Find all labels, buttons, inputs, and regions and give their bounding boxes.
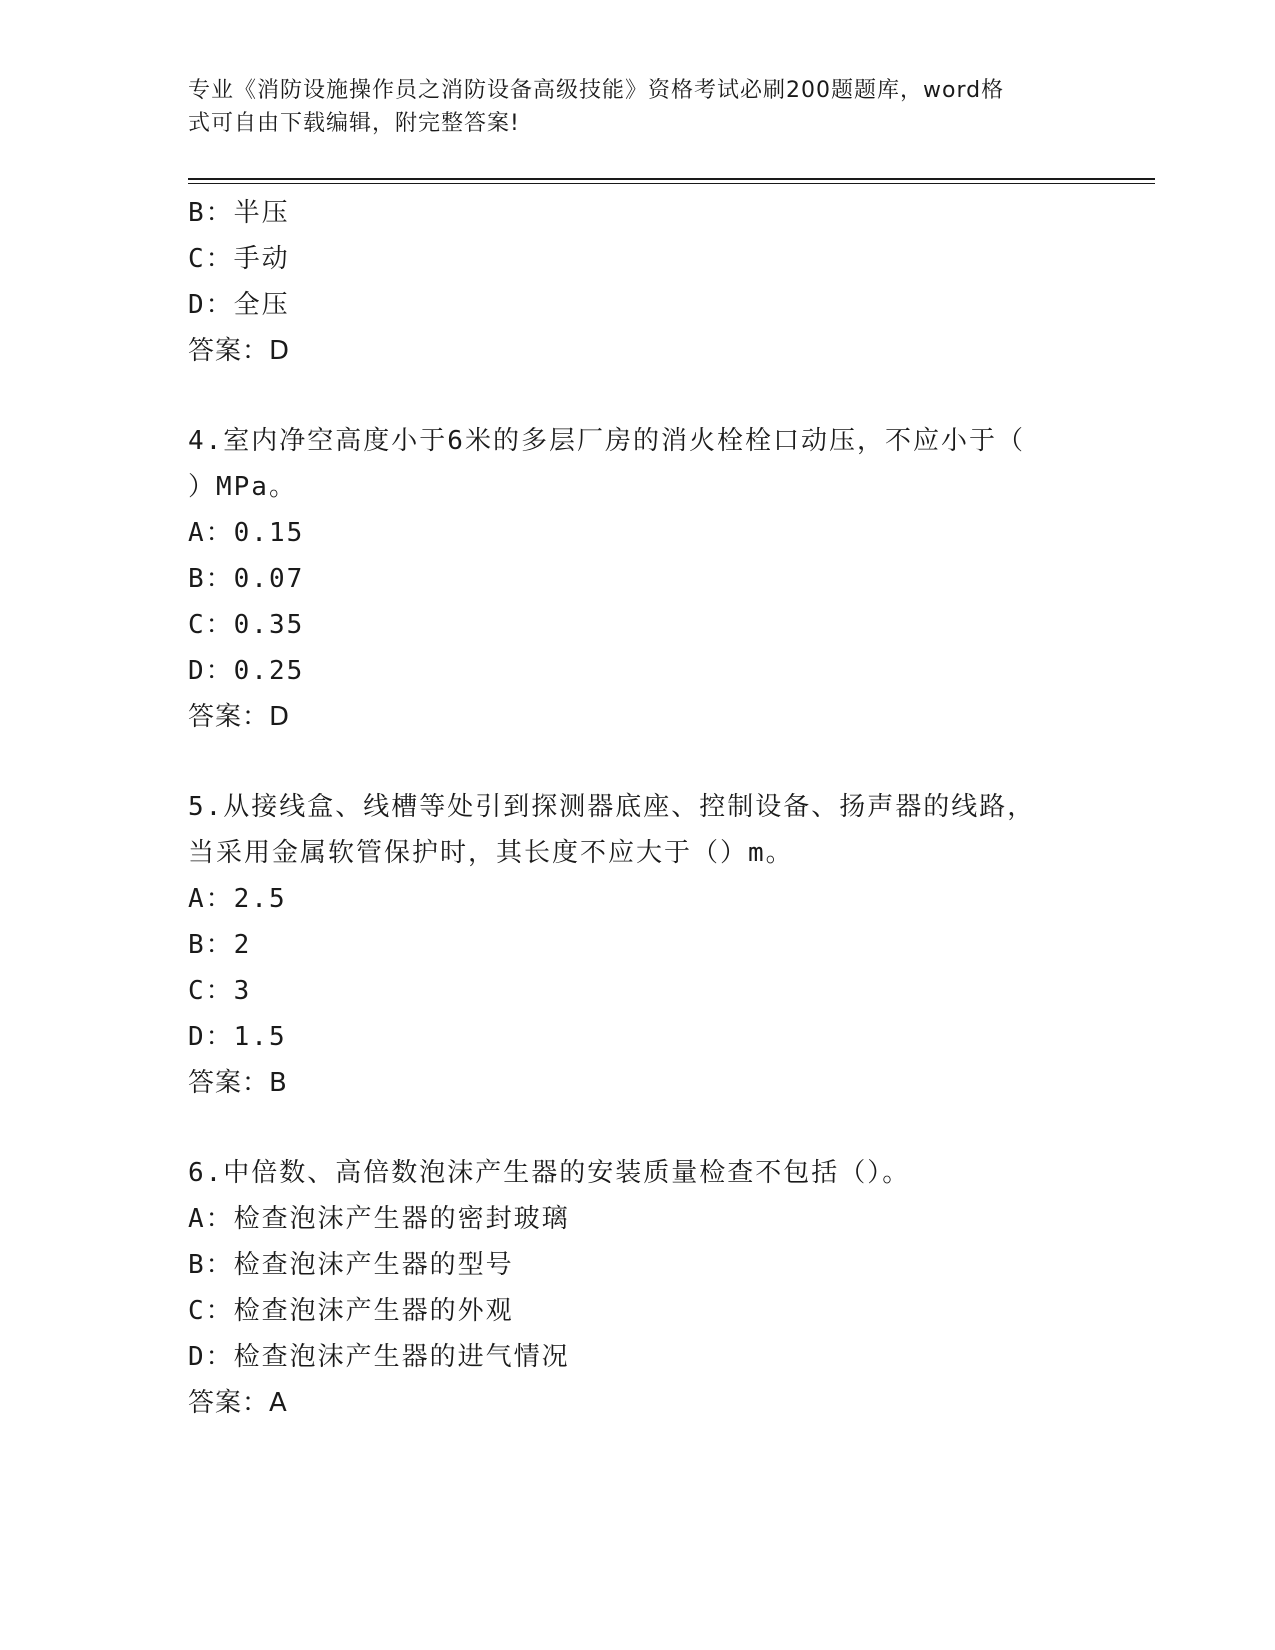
question-stem: 6.中倍数、高倍数泡沫产生器的安装质量检查不包括（）。 (188, 1158, 911, 1188)
option-a: A：检查泡沫产生器的密封玻璃 (188, 1204, 570, 1234)
option-a: A：0.15 (188, 518, 305, 548)
option-b: B：检查泡沫产生器的型号 (188, 1250, 514, 1280)
option-d: D：0.25 (188, 656, 305, 686)
option-d: D：全压 (188, 290, 290, 320)
question-list (188, 190, 1088, 1426)
header-line-1: 专业《消防设施操作员之消防设备高级技能》资格考试必刷200题题库，word格 (188, 78, 1005, 103)
answer-line: 答案：D (188, 702, 291, 732)
option-a: A：2.5 (188, 884, 287, 914)
page-header (188, 74, 1088, 140)
header-line-2: 式可自由下载编辑，附完整答案! (188, 111, 520, 136)
answer-line: 答案：A (188, 1388, 288, 1418)
option-b: B：0.07 (188, 564, 305, 594)
question-block-4 (188, 418, 1088, 740)
question-stem: 5.从接线盒、线槽等处引到探测器底座、控制设备、扬声器的线路， (188, 792, 1036, 822)
question-stem-continued: ）MPa。 (188, 472, 297, 502)
question-stem: 4.室内净空高度小于6米的多层厂房的消火栓栓口动压，不应小于（ (188, 426, 1025, 456)
option-c: C：检查泡沫产生器的外观 (188, 1296, 514, 1326)
question-stem-continued: 当采用金属软管保护时，其长度不应大于（）m。 (188, 838, 794, 868)
header-divider-thin (188, 183, 1155, 184)
option-c: C：手动 (188, 244, 290, 274)
option-b: B：半压 (188, 198, 290, 228)
question-block-3 (188, 190, 1088, 374)
question-block-6 (188, 1150, 1088, 1426)
option-d: D：1.5 (188, 1022, 287, 1052)
option-c: C：3 (188, 976, 252, 1006)
question-block-5 (188, 784, 1088, 1106)
header-divider-thick (188, 178, 1155, 180)
answer-line: 答案：B (188, 1068, 288, 1098)
option-c: C：0.35 (188, 610, 305, 640)
option-d: D：检查泡沫产生器的进气情况 (188, 1342, 570, 1372)
answer-line: 答案：D (188, 336, 291, 366)
option-b: B：2 (188, 930, 252, 960)
